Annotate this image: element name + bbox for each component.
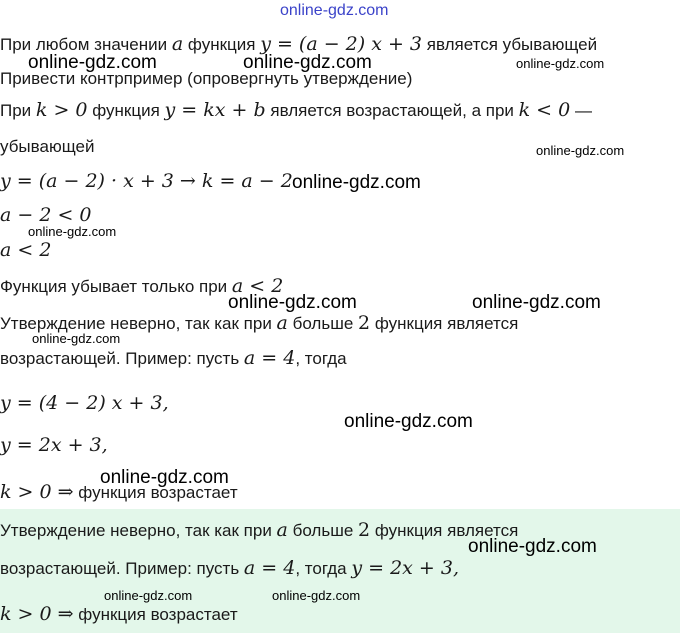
math-var: a bbox=[276, 519, 288, 541]
solution-line-6-formula: a − 2 < 0 bbox=[0, 204, 92, 226]
math-number: 2 bbox=[358, 312, 371, 334]
text: Функция убывает только при bbox=[0, 277, 232, 296]
text: Утверждение неверно, так как при bbox=[0, 314, 277, 333]
text: функция возрастает bbox=[73, 605, 238, 624]
solution-line-11-formula: y = (4 − 2) x + 3, bbox=[0, 392, 169, 414]
text: Утверждение неверно, так как при bbox=[0, 521, 277, 540]
text: больше bbox=[287, 314, 359, 333]
solution-line-3 bbox=[0, 99, 592, 122]
watermark-site: online-gdz.com bbox=[516, 56, 605, 71]
text: функция bbox=[183, 35, 261, 54]
watermark-site: online-gdz.com bbox=[468, 536, 597, 557]
solution-line-5-formula: y = (a − 2) · x + 3 → k = a − 2 bbox=[0, 170, 293, 192]
text: , тогда bbox=[295, 559, 352, 578]
text: возрастающей. Пример: пусть bbox=[0, 349, 244, 368]
watermark-site: online-gdz.com bbox=[536, 143, 625, 158]
math-formula: y = 2x + 3, bbox=[351, 557, 460, 579]
solution-line-10 bbox=[0, 347, 347, 370]
watermark-site: online-gdz.com bbox=[228, 292, 357, 313]
solution-line-12-formula: y = 2x + 3, bbox=[0, 434, 108, 456]
text: функция bbox=[87, 101, 165, 120]
task-statement-line-2: Привести контрпример (опровергнуть утверждение) bbox=[0, 69, 413, 88]
math-formula: k > 0 bbox=[35, 99, 88, 121]
math-formula: k < 0 bbox=[518, 99, 571, 121]
math-var: a bbox=[171, 33, 184, 55]
text: больше bbox=[287, 521, 359, 540]
math-var: a bbox=[276, 312, 288, 334]
math-formula: k > 0 ⇒ bbox=[0, 603, 74, 625]
text: — bbox=[570, 101, 592, 120]
watermark-site: online-gdz.com bbox=[272, 588, 361, 603]
answer-line-3 bbox=[0, 603, 238, 626]
watermark-site: online-gdz.com bbox=[104, 588, 193, 603]
watermark-site: online-gdz.com bbox=[292, 172, 421, 193]
math-number: 2 bbox=[358, 519, 371, 541]
text: является убывающей bbox=[422, 35, 598, 54]
watermark-site: online-gdz.com bbox=[344, 411, 473, 432]
text: При любом значении bbox=[0, 35, 172, 54]
text: , тогда bbox=[295, 349, 347, 368]
text: функция является bbox=[370, 521, 519, 540]
text: функция является bbox=[370, 314, 519, 333]
math-formula: a = 4 bbox=[243, 347, 296, 369]
text: является возрастающей, а при bbox=[265, 101, 519, 120]
math-formula: y = (a − 2) x + 3 bbox=[260, 33, 423, 55]
math-formula: k > 0 ⇒ bbox=[0, 481, 74, 503]
text: возрастающей. Пример: пусть bbox=[0, 559, 244, 578]
watermark-site: online-gdz.com bbox=[472, 292, 601, 313]
watermark-site: online-gdz.com bbox=[32, 331, 121, 346]
watermark-site: online-gdz.com bbox=[243, 52, 372, 73]
solution-line-7-formula: a < 2 bbox=[0, 239, 52, 261]
text: функция возрастает bbox=[73, 483, 238, 502]
answer-line-1 bbox=[0, 519, 518, 542]
solution-line-4: убывающей bbox=[0, 137, 95, 156]
watermark-site: online-gdz.com bbox=[28, 224, 117, 239]
answer-line-2 bbox=[0, 557, 459, 580]
watermark-site: online-gdz.com bbox=[100, 467, 229, 488]
math-formula: a < 2 bbox=[231, 275, 284, 297]
watermark-site-top: online-gdz.com bbox=[280, 2, 389, 19]
math-formula: y = kx + b bbox=[164, 99, 266, 121]
math-formula: a = 4 bbox=[243, 557, 296, 579]
watermark-site: online-gdz.com bbox=[28, 52, 157, 73]
text: При bbox=[0, 101, 36, 120]
